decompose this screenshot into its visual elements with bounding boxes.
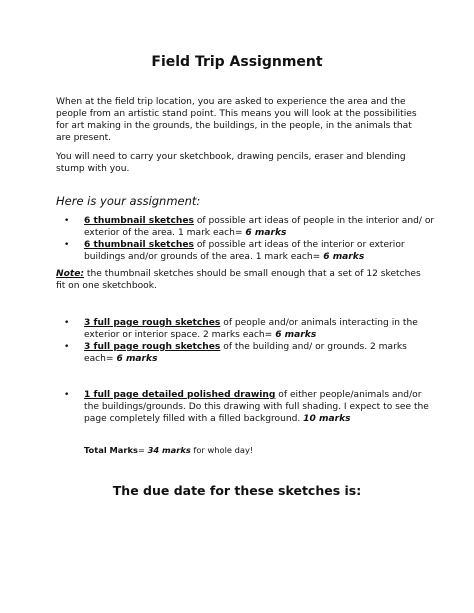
bullet-icon: •: [64, 390, 70, 400]
task-text: of possible art ideas of people in the interior and/ or exterior of the area. 1 mark each=: [84, 216, 435, 238]
bullet-icon: •: [64, 240, 70, 250]
total-value: 34 marks: [147, 445, 191, 455]
note-label: Note:: [56, 269, 85, 279]
task-text: of the building and/ or grounds. 2 marks each=: [84, 342, 407, 364]
task-text: of possible art ideas of the interior or exterior buildings and/or grounds of the area. 1 mark each=: [84, 240, 405, 262]
list-item: [56, 239, 436, 263]
note-paragraph: [56, 268, 428, 292]
task-marks: 10 marks: [303, 414, 351, 424]
bullet-icon: •: [64, 216, 70, 226]
task-marks: 6 marks: [245, 228, 287, 238]
task-lead: 1 full page detailed polished drawing: [84, 390, 276, 400]
task-text: of either people/animals and/or the buildings/grounds. Do this drawing with full shading. I expect to see the page completely filled with a filled background.: [84, 390, 429, 424]
intro-paragraph: When at the field trip location, you are asked to experience the area and the people from an artistic stand point. This means you will look at the possibilities for art making in the grounds, the buildings, in the people, in the animals that are present.: [56, 97, 417, 143]
task-marks: 6 marks: [323, 252, 365, 262]
task-marks: 6 marks: [275, 330, 317, 340]
task-lead: 6 thumbnail sketches: [84, 216, 194, 226]
note-text: the thumbnail sketches should be small enough that a set of 12 sketches fit on one sketchbook.: [56, 269, 421, 291]
rough-sketch-list: [56, 317, 436, 365]
list-item: [56, 317, 436, 341]
page-title: Field Trip Assignment: [151, 54, 323, 70]
task-text: of people and/or animals interacting in the exterior or interior space. 2 marks each=: [84, 318, 418, 340]
total-suffix: for whole day!: [190, 445, 254, 455]
due-date-line: The due date for these sketches is:: [112, 483, 362, 498]
list-item: [56, 341, 436, 365]
supplies-paragraph: You will need to carry your sketchbook, drawing pencils, eraser and blending stump with you.: [56, 152, 406, 174]
thumbnail-list: [56, 215, 436, 263]
task-lead: 6 thumbnail sketches: [84, 240, 194, 250]
task-marks: 6 marks: [116, 354, 158, 364]
list-item: [56, 215, 436, 239]
assignment-heading: Here is your assignment:: [56, 194, 201, 208]
bullet-icon: •: [64, 342, 70, 352]
total-eq: =: [137, 445, 148, 455]
task-lead: 3 full page rough sketches: [84, 342, 221, 352]
list-item: [56, 389, 436, 425]
total-label: Total Marks: [84, 445, 138, 455]
task-lead: 3 full page rough sketches: [84, 318, 221, 328]
total-marks: [84, 445, 253, 455]
bullet-icon: •: [64, 318, 70, 328]
polished-drawing-list: [56, 389, 436, 425]
